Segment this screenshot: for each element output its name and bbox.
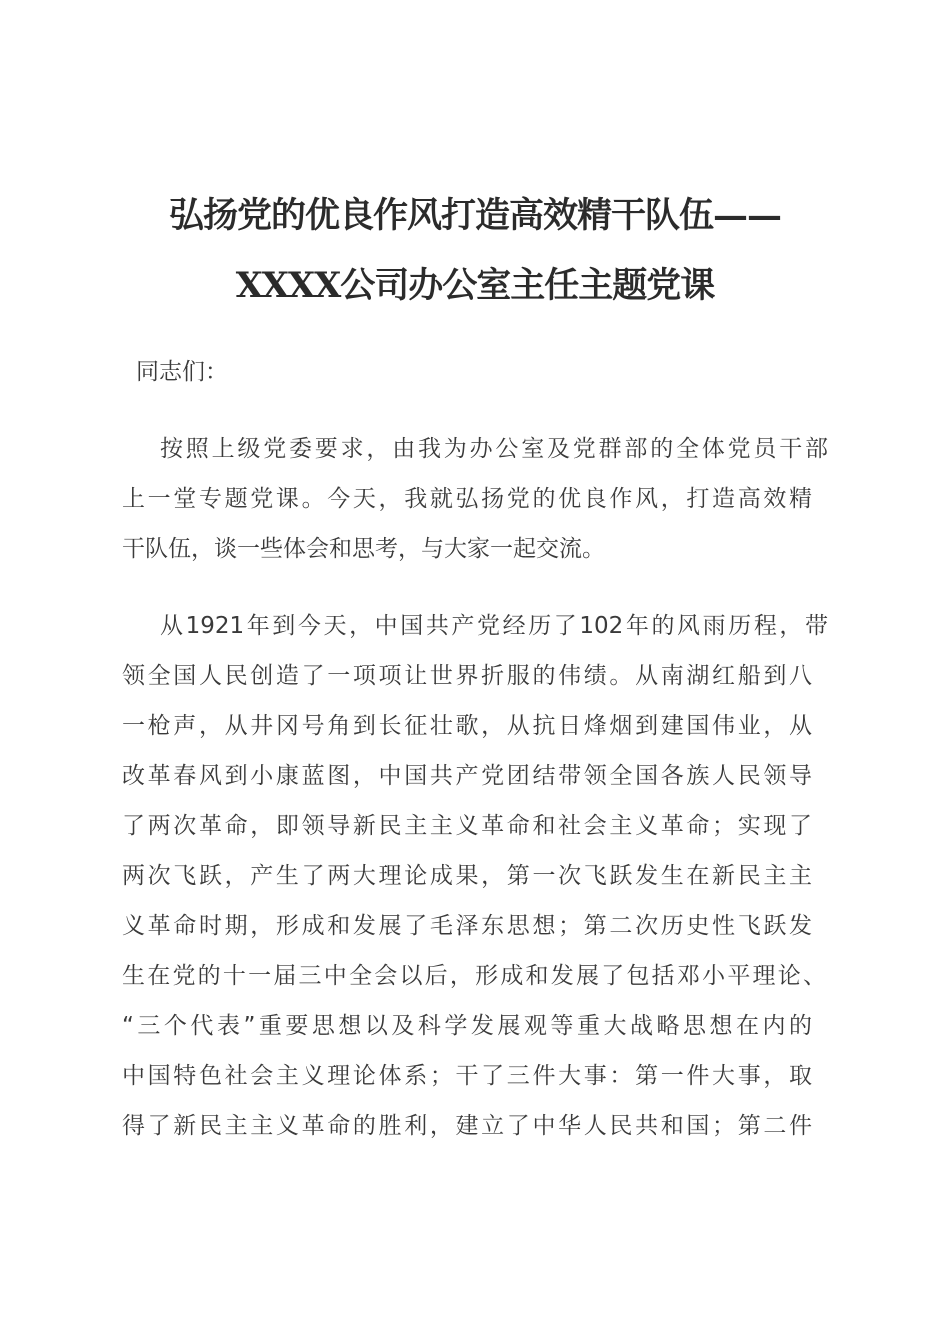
paragraph-2-line: 中国特色社会主义理论体系；干了三件大事：第一件大事，取 bbox=[122, 1063, 812, 1089]
paragraph-1-line: 干队伍，谈一些体会和思考，与大家一起交流。 bbox=[122, 536, 605, 562]
title-line-1: 弘扬党的优良作风打造高效精干队伍—— bbox=[168, 195, 781, 236]
paragraph-1-line: 按照上级党委要求，由我为办公室及党群部的全体党员干部 bbox=[160, 436, 828, 462]
paragraph-2-line: 两次飞跃，产生了两大理论成果，第一次飞跃发生在新民主主 bbox=[122, 863, 812, 889]
paragraph-2-line: 一枪声，从井冈号角到长征壮歌，从抗日烽烟到建国伟业，从 bbox=[122, 713, 812, 739]
paragraph-2-line: “三个代表”重要思想以及科学发展观等重大战略思想在内的 bbox=[122, 1013, 812, 1039]
paragraph-2-line: 得了新民主主义革命的胜利，建立了中华人民共和国；第二件 bbox=[122, 1113, 812, 1139]
paragraph-2-line: 改革春风到小康蓝图，中国共产党团结带领全国各族人民领导 bbox=[122, 763, 812, 789]
paragraph-2-line: 义革命时期，形成和发展了毛泽东思想；第二次历史性飞跃发 bbox=[122, 913, 812, 939]
paragraph-2-line: 了两次革命，即领导新民主主义革命和社会主义革命；实现了 bbox=[122, 813, 812, 839]
title-line-2: XXXX公司办公室主任主题党课 bbox=[235, 265, 715, 306]
paragraph-2-line: 领全国人民创造了一项项让世界折服的伟绩。从南湖红船到八 bbox=[122, 663, 812, 689]
paragraph-2-line: 生在党的十一届三中全会以后，形成和发展了包括邓小平理论、 bbox=[122, 963, 826, 989]
paragraph-2-line: 从1921年到今天，中国共产党经历了102年的风雨历程，带 bbox=[160, 613, 828, 639]
paragraph-1-line: 上一堂专题党课。今天，我就弘扬党的优良作风，打造高效精 bbox=[122, 486, 812, 512]
salutation: 同志们： bbox=[136, 359, 228, 385]
